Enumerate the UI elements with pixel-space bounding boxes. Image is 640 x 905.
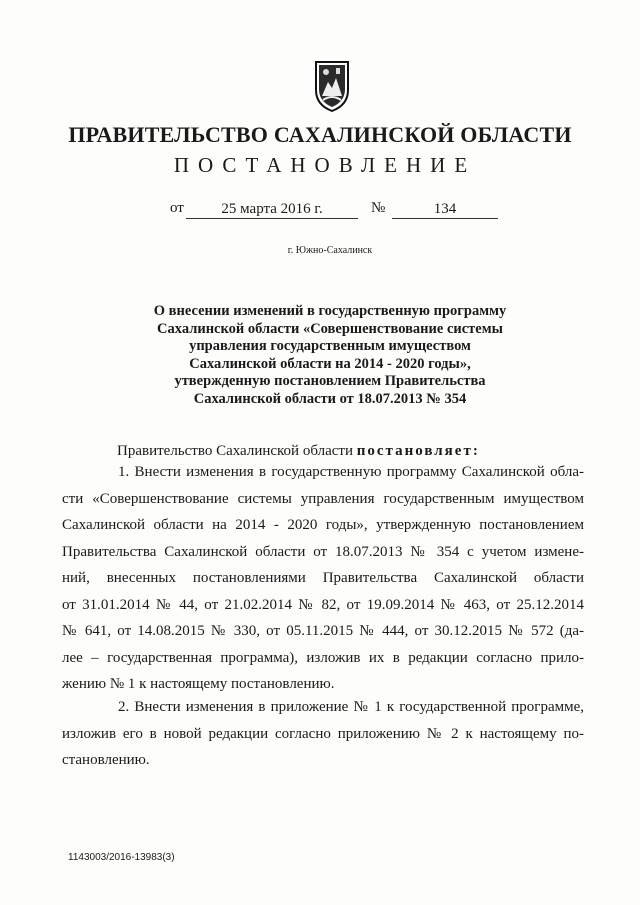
paragraph-line: № 641, от 14.08.2015 № 330, от 05.11.2015 № 444, от 30.12.2015 № 572 (да- <box>62 623 584 639</box>
paragraph-line: сти «Совершенствование системы управления государственным имуществом <box>62 490 584 507</box>
paragraph-line: изложив его в новой редакции согласно приложению № 2 к настоящему по- <box>62 725 584 742</box>
coat-of-arms-emblem <box>312 58 352 112</box>
subject-line: Сахалинской области на 2014 - 2020 годы», <box>189 355 471 372</box>
paragraph-line: лее – государственная программа), изложив их в редакции согласно прило- <box>62 649 584 666</box>
subject-line: управления государственным имуществом <box>189 338 471 354</box>
paragraph-line: 2. Внести изменения в приложение № 1 к государственной программе, <box>118 699 584 715</box>
subject-line: Сахалинской области «Совершенствование системы <box>157 320 503 337</box>
paragraph-line: 1. Внести изменения в государственную программу Сахалинской обла- <box>118 464 584 480</box>
intro-sentence <box>117 443 480 460</box>
document-date: 25 марта 2016 г. <box>186 200 358 219</box>
intro-text: Правительство Сахалинской области <box>117 443 353 459</box>
subject-line: утвержденную постановлением Правительства <box>174 373 486 389</box>
date-prefix: от <box>170 200 184 216</box>
paragraph-line: от 31.01.2014 № 44, от 21.02.2014 № 82, от 19.09.2014 № 463, от 25.12.2014 <box>62 596 584 613</box>
subject-line: Сахалинской области от 18.07.2013 № 354 <box>193 390 467 407</box>
number-sign: № <box>371 200 386 216</box>
subject-line: О внесении изменений в государственную программу <box>153 303 507 319</box>
paragraph-line: Правительства Сахалинской области от 18.07.2013 № 354 с учетом измене- <box>62 543 584 560</box>
paragraph-2 <box>62 694 584 774</box>
government-title: ПРАВИТЕЛЬСТВО САХАЛИНСКОЙ ОБЛАСТИ <box>68 122 572 147</box>
paragraph-line: жению № 1 к настоящему постановлению. <box>62 676 335 692</box>
document-subject <box>120 303 540 408</box>
document-type: ПОСТАНОВЛЕНИЕ <box>173 153 477 177</box>
document-number: 134 <box>392 200 498 219</box>
paragraph-line: ний, внесенных постановлениями Правительства Сахалинской области <box>62 570 584 586</box>
paragraph-1 <box>62 459 584 698</box>
intro-keyword: постановляет: <box>356 443 480 459</box>
city-name: г. Южно-Сахалинск <box>287 245 373 256</box>
paragraph-line: Сахалинской области на 2014 - 2020 годы», утвержденную постановлением <box>62 517 584 533</box>
paragraph-line: становлению. <box>62 752 150 768</box>
document-code: 1143003/2016-13983(3) <box>68 852 175 863</box>
